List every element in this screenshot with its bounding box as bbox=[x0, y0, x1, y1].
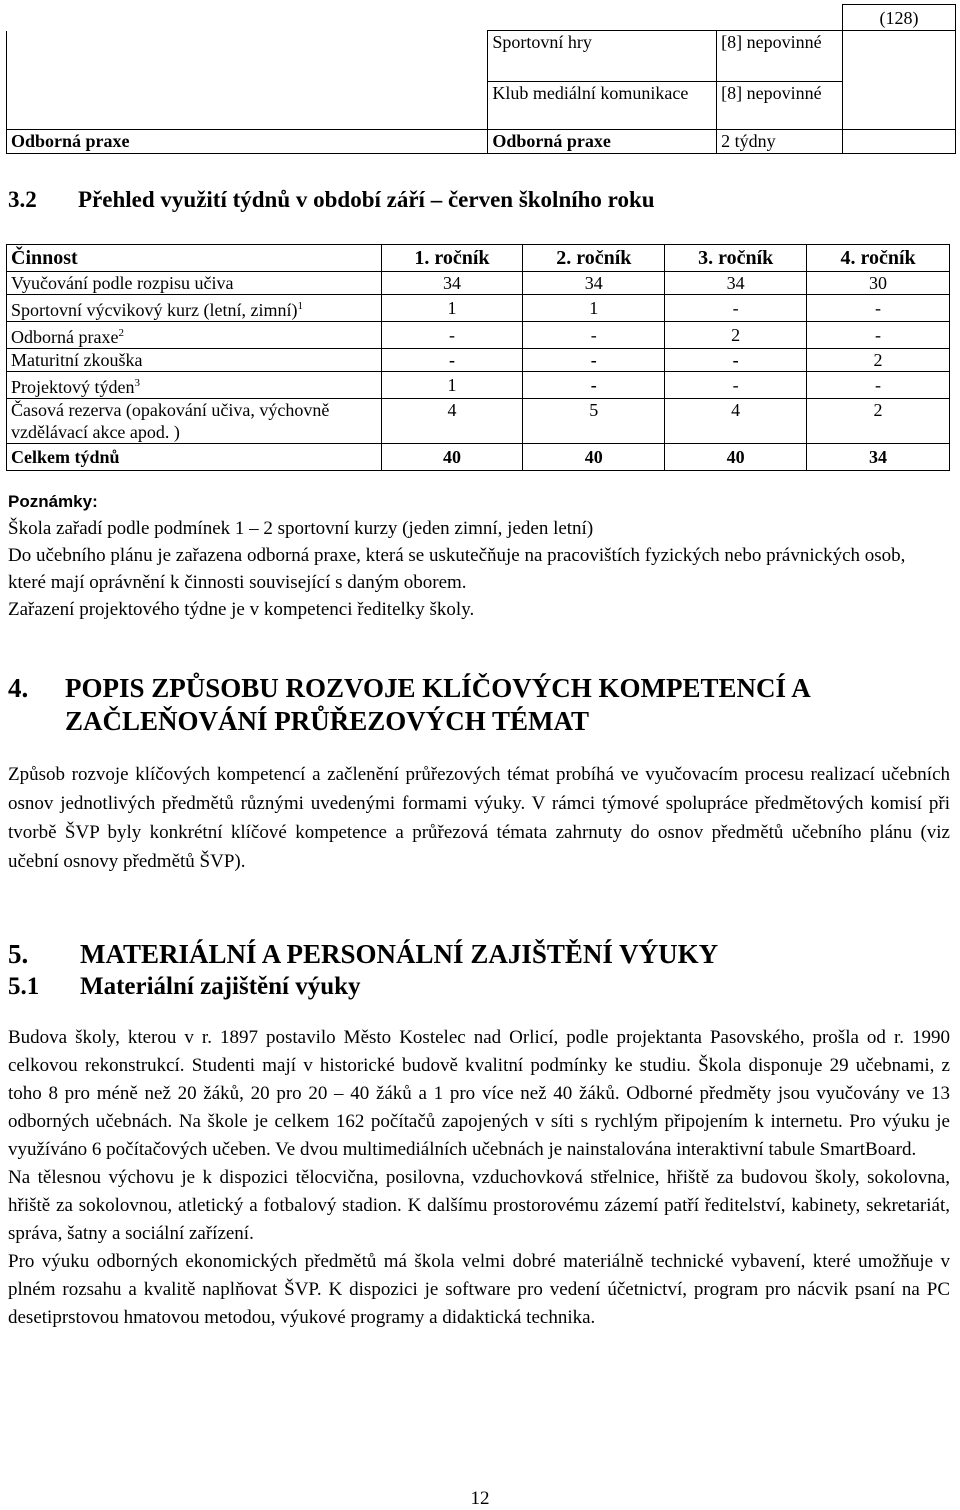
row-value: - bbox=[665, 372, 807, 399]
row-value: - bbox=[665, 349, 807, 372]
cell bbox=[7, 31, 488, 81]
cell bbox=[843, 129, 956, 153]
row-label-cell bbox=[7, 322, 382, 349]
table-row bbox=[7, 322, 950, 349]
column-header: Činnost bbox=[7, 245, 382, 272]
footnote-mark: 3 bbox=[134, 377, 140, 389]
note-line: Zařazení projektového týdne je v kompetenci ředitelky školy. bbox=[8, 599, 475, 620]
section-heading-5 bbox=[8, 938, 718, 971]
cell bbox=[717, 5, 843, 31]
section-heading-4 bbox=[8, 672, 811, 738]
cell bbox=[7, 81, 488, 129]
row-value: - bbox=[381, 349, 523, 372]
notes-block bbox=[8, 488, 948, 623]
subject-name-cell: Odborná praxe bbox=[488, 129, 717, 153]
section-heading-3-2 bbox=[8, 187, 655, 213]
row-value: 5 bbox=[523, 399, 665, 444]
section-5-1-text bbox=[8, 1024, 950, 1332]
paragraph: Na tělesnou výchovu je k dispozici tělocvična, posilovna, vzduchovková střelnice, hřiště za budovou školy, sokolovna, hřiště za sokolovnou, atletický a fotbalový stadion. K dalšímu prostorovému zázemí patří ředitelství, kabinety, sekretariát, správa, šatny a sociální zařízení. bbox=[8, 1167, 950, 1244]
total-value: 40 bbox=[665, 444, 807, 471]
row-label: Projektový týden bbox=[11, 377, 135, 397]
subjects-table bbox=[6, 4, 956, 154]
weeks-table bbox=[6, 244, 950, 471]
total-value: 34 bbox=[807, 444, 950, 471]
footnote-mark: 1 bbox=[297, 300, 303, 312]
row-value: - bbox=[523, 322, 665, 349]
row-value: 1 bbox=[523, 295, 665, 322]
row-value: - bbox=[523, 349, 665, 372]
row-value: 4 bbox=[381, 399, 523, 444]
cell bbox=[843, 81, 956, 129]
row-label-cell bbox=[7, 372, 382, 399]
row-label: Sportovní výcvikový kurz (letní, zimní) bbox=[11, 300, 298, 320]
row-value: 34 bbox=[665, 272, 807, 295]
total-value: 40 bbox=[381, 444, 523, 471]
row-value: - bbox=[807, 322, 950, 349]
section-title: Materiální zajištění výuky bbox=[80, 973, 361, 1000]
section-title: MATERIÁLNÍ A PERSONÁLNÍ ZAJIŠTĚNÍ VÝUKY bbox=[80, 939, 719, 969]
row-value: 2 bbox=[665, 322, 807, 349]
section-number: 4. bbox=[8, 673, 29, 703]
row-value: - bbox=[523, 372, 665, 399]
row-label: Vyučování podle rozpisu učiva bbox=[7, 272, 382, 295]
column-header: 1. ročník bbox=[381, 245, 523, 272]
table-row bbox=[7, 349, 950, 372]
row-value: 34 bbox=[381, 272, 523, 295]
section-number: 5. bbox=[8, 939, 29, 969]
row-value: 2 bbox=[807, 349, 950, 372]
category-cell: Odborná praxe bbox=[7, 129, 488, 153]
section-heading-5-1 bbox=[8, 970, 361, 1003]
section-title: Přehled využití týdnů v období září – červen školního roku bbox=[78, 187, 655, 212]
row-label: Časová rezerva (opakování učiva, výchovně vzdělávací akce apod. ) bbox=[7, 399, 382, 444]
table-row bbox=[7, 295, 950, 322]
cell bbox=[843, 31, 956, 81]
subject-hours-cell: 2 týdny bbox=[717, 129, 843, 153]
row-value: - bbox=[665, 295, 807, 322]
table-row bbox=[7, 372, 950, 399]
total-hours-cell: (128) bbox=[843, 5, 956, 31]
total-value: 40 bbox=[523, 444, 665, 471]
section-number: 5.1 bbox=[8, 973, 40, 1000]
total-label: Celkem týdnů bbox=[7, 444, 382, 471]
total-row bbox=[7, 444, 950, 471]
paragraph: Budova školy, kterou v r. 1897 postavilo Město Kostelec nad Orlicí, podle projektanta Pasovského, prošla od r. 1990 celkovou rekonstrukcí. Studenti mají v historické budově kvalitní podmínky ke studiu. Škola disponuje 29 učebnami, z toho 8 pro méně než 20 žáků, 20 pro 20 – 40 žáků a 1 pro více než 40 žáků. Odborné předměty jsou vyučovány ve 13 odborných učebnách. Na škole je celkem 162 počítačů zapojených v síti s rychlým připojením k internetu. Pro výuku je využíváno 6 počítačových učeben. Ve dvou multimediálních učebnách je nainstalována interaktivní tabule SmartBoard. bbox=[8, 1027, 950, 1160]
table-row bbox=[7, 272, 950, 295]
row-value: 1 bbox=[381, 295, 523, 322]
cell bbox=[488, 5, 717, 31]
row-value: 1 bbox=[381, 372, 523, 399]
footnote-mark: 2 bbox=[118, 327, 124, 339]
row-value: 30 bbox=[807, 272, 950, 295]
subject-name-cell: Sportovní hry bbox=[488, 31, 717, 81]
cell bbox=[7, 5, 488, 31]
column-header: 2. ročník bbox=[523, 245, 665, 272]
table-row bbox=[7, 399, 950, 444]
row-value: - bbox=[381, 322, 523, 349]
column-header: 4. ročník bbox=[807, 245, 950, 272]
row-value: - bbox=[807, 295, 950, 322]
section-4-text bbox=[8, 760, 950, 876]
section-title-line: ZAČLEŇOVÁNÍ PRŮŘEZOVÝCH TÉMAT bbox=[65, 706, 590, 736]
column-header: 3. ročník bbox=[665, 245, 807, 272]
note-line: Do učebního plánu je zařazena odborná praxe, která se uskutečňuje na pracovištích fyzických nebo právnických osob, které mají oprávnění k činnosti související s daným oborem. bbox=[8, 545, 906, 593]
section-number: 3.2 bbox=[8, 187, 37, 212]
row-value: 34 bbox=[523, 272, 665, 295]
row-value: - bbox=[807, 372, 950, 399]
note-line: Škola zařadí podle podmínek 1 – 2 sportovní kurzy (jeden zimní, jeden letní) bbox=[8, 518, 594, 539]
notes-heading: Poznámky: bbox=[8, 492, 98, 511]
subject-name-cell: Klub mediální komunikace bbox=[488, 81, 717, 129]
section-title-line: POPIS ZPŮSOBU ROZVOJE KLÍČOVÝCH KOMPETENCÍ A bbox=[65, 673, 811, 703]
paragraph: Pro výuku odborných ekonomických předmětů má škola velmi dobré materiálně technické vybavení, které umožňuje v plném rozsahu a kvalitě naplňovat ŠVP. K dispozici je software pro vedení účetnictví, program pro nácvik psaní na PC desetiprstovou hmatovou metodou, výukové programy a didaktická technika. bbox=[8, 1251, 950, 1328]
page-number: 12 bbox=[470, 1488, 490, 1509]
row-value: 2 bbox=[807, 399, 950, 444]
row-label: Maturitní zkouška bbox=[7, 349, 382, 372]
row-label-cell bbox=[7, 295, 382, 322]
row-label: Odborná praxe bbox=[11, 327, 119, 347]
paragraph: Způsob rozvoje klíčových kompetencí a začlenění průřezových témat probíhá ve vyučovacím procesu realizací učebních osnov jednotlivých předmětů různými uvedenými formami výuky. V rámci týmové spolupráce předmětových komisí při tvorbě ŠVP byly konkrétní klíčové kompetence a průřezová témata zahrnuty do osnov předmětů učebního plánu (viz učební osnovy předmětů ŠVP). bbox=[8, 764, 950, 872]
subject-hours-cell: [8] nepovinné bbox=[717, 81, 843, 129]
subject-hours-cell: [8] nepovinné bbox=[717, 31, 843, 81]
row-value: 4 bbox=[665, 399, 807, 444]
